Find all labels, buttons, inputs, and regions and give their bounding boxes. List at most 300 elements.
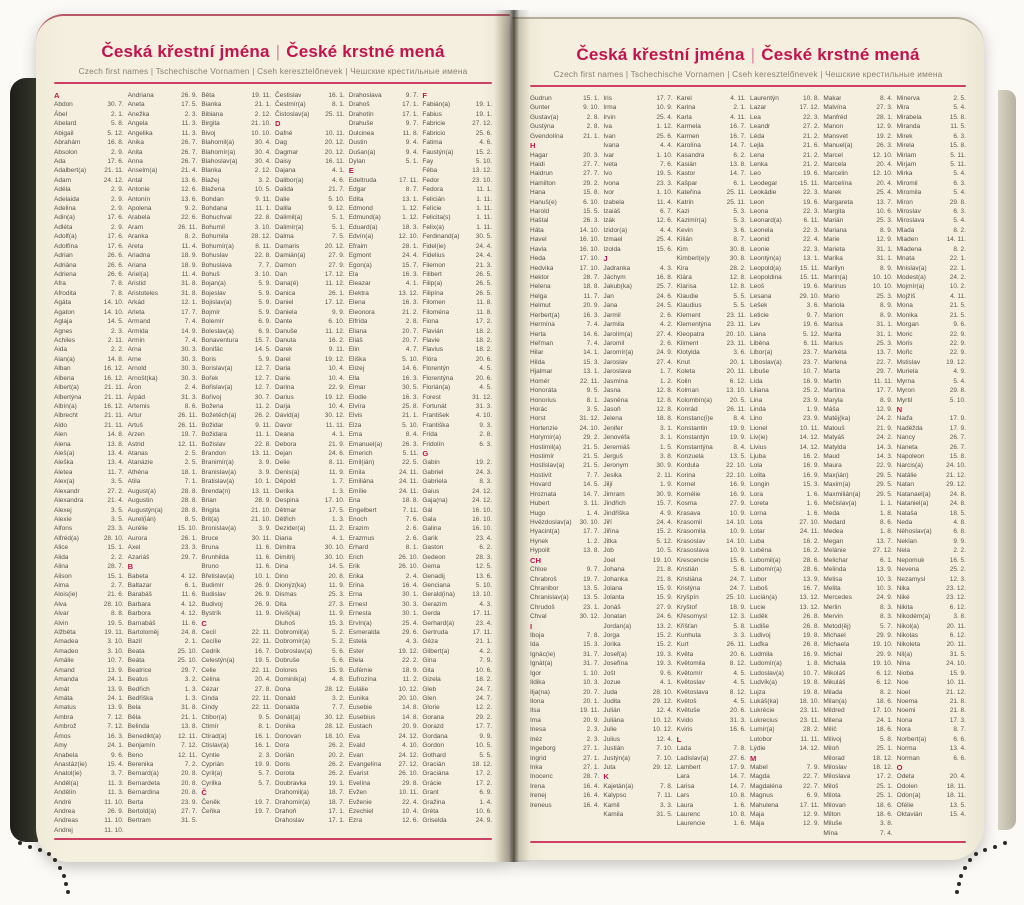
name-day-entry [530, 301, 599, 310]
name-day-date: 22. 9. [876, 462, 893, 470]
given-name: František [422, 412, 450, 420]
name-day-date: 8. 4. [405, 431, 419, 439]
name-day-entry [603, 688, 672, 697]
given-name: Nevena [896, 566, 920, 574]
given-name: Apolena [127, 205, 152, 213]
name-day-entry [54, 195, 124, 204]
name-day-date: 3. 9. [258, 525, 272, 533]
name-day-entry [677, 122, 746, 131]
given-name: Eva [348, 732, 360, 740]
name-day-entry [750, 490, 819, 499]
name-day-date: 15. 7. [402, 261, 419, 269]
name-day-entry [422, 393, 492, 402]
given-name: Eufémie [348, 666, 373, 674]
given-name: Bernardeta [127, 779, 160, 787]
name-day-date: 29. 12. [652, 763, 673, 771]
name-day-date: 26. 3. [583, 217, 600, 225]
name-day-date: 16. 3. [583, 311, 600, 319]
given-name: Antal [127, 176, 143, 184]
name-day-date: 7. 4. [184, 318, 198, 326]
name-day-entry [750, 301, 819, 310]
name-day-entry [54, 204, 124, 213]
name-day-entry [201, 345, 271, 354]
name-day-date: 24. 3. [475, 468, 493, 476]
given-name: Dušan(a) [348, 148, 376, 156]
given-name: Marián [823, 217, 844, 225]
name-day-date: 2. 6. [660, 311, 673, 319]
name-day-entry [823, 819, 892, 828]
given-name: Františka [422, 421, 450, 429]
name-day-entry [349, 279, 419, 288]
name-day-date: 3. 5. [111, 506, 124, 514]
name-day-date: 10. 12. [652, 726, 673, 734]
name-day-date: 16. 10. [579, 245, 600, 253]
name-day-date: 10. 12. [652, 716, 673, 724]
given-name: Kornélie [676, 490, 701, 498]
name-day-date: 27. 1. [583, 763, 600, 771]
given-name: Daniel [275, 299, 294, 307]
name-day-date: 5. 10. [402, 421, 419, 429]
name-day-entry [54, 581, 124, 590]
given-name: Bohuslav [201, 252, 229, 260]
name-day-date: 2. 3. [258, 751, 272, 759]
name-day-date: 21. 1. [181, 713, 198, 721]
name-day-entry [530, 801, 599, 810]
name-day-date: 28. 12. [251, 233, 272, 241]
given-name: Jarmil [603, 311, 621, 319]
name-day-date: 10. 3. [876, 575, 893, 583]
name-day-date: 20. 11. [946, 641, 966, 649]
given-name: Branimír(a) [201, 459, 234, 467]
name-day-entry [128, 383, 198, 392]
name-day-date: 7. 7. [586, 471, 600, 479]
name-day-date: 7. 12. [107, 713, 124, 721]
name-day-entry [530, 603, 599, 612]
name-day-date: 7. 6. [405, 515, 419, 523]
name-day-entry [677, 527, 746, 536]
name-day-entry [750, 198, 819, 207]
given-name: Božidara [201, 431, 227, 439]
name-day-entry [201, 261, 271, 270]
name-day-entry [275, 261, 345, 270]
name-day-date: 25. 1. [876, 782, 893, 790]
name-day-date: 22. 3. [803, 189, 820, 197]
name-day-date: 25. 7. [656, 283, 673, 291]
given-name: Honoráta [530, 387, 557, 395]
given-name: Děpold [275, 478, 296, 486]
given-name: Brandon [201, 450, 226, 458]
name-day-date: 5. 4. [953, 170, 966, 178]
name-day-date: 28. 2. [729, 264, 746, 272]
given-name: Lída [749, 377, 763, 385]
name-day-date: 17. 12. [324, 271, 345, 279]
name-day-date: 1. 9. [806, 405, 820, 413]
name-day-entry [201, 590, 271, 599]
name-day-date: 9. 2. [184, 205, 198, 213]
name-day-entry [750, 537, 819, 546]
stitch-dot [38, 848, 42, 852]
name-day-entry [677, 452, 746, 461]
name-day-date: 18. 1. [181, 468, 198, 476]
name-day-date: 11. 6. [255, 553, 272, 561]
name-day-date: 17. 10. [872, 707, 893, 715]
name-day-entry [422, 572, 492, 581]
name-day-entry [422, 308, 492, 317]
name-day-entry [422, 496, 492, 505]
name-day-entry [530, 735, 599, 744]
name-day-entry [201, 393, 271, 402]
name-day-entry [750, 179, 819, 188]
given-name: Hvězdoslav(a) [530, 518, 572, 526]
name-day-date: 7. 4. [879, 829, 893, 837]
given-name: Kimberl(e)y [676, 255, 710, 263]
name-day-entry [128, 543, 198, 552]
given-name: Eunika [348, 695, 369, 702]
name-day-date: 1. 3. [332, 487, 345, 495]
name-day-date: 15. 2. [656, 641, 673, 649]
given-name: Aranka [127, 233, 149, 241]
given-name: Josef(a) [603, 650, 627, 658]
given-name: Lubomír(a) [749, 566, 782, 574]
name-day-date: 1. 3. [332, 515, 345, 523]
name-day-entry [530, 103, 599, 112]
name-day-date: 20. 1. [583, 698, 600, 705]
name-day-entry [750, 141, 819, 150]
name-day-entry [823, 754, 892, 763]
given-name: Emiliána [348, 478, 374, 486]
name-day-entry [897, 245, 966, 254]
given-name: Aldo [54, 421, 68, 429]
name-day-date: 5. 12. [107, 129, 124, 137]
given-name: Hugo [530, 509, 546, 517]
given-name: Moris [896, 339, 913, 347]
given-name: Mořic [896, 349, 913, 357]
section-letter: M [749, 753, 757, 763]
name-day-date: 24. 12. [103, 176, 124, 184]
name-day-date: 26. 5. [475, 289, 493, 297]
name-day-date: 2. 2. [111, 346, 124, 354]
name-day-entry [54, 543, 124, 552]
name-day-entry [275, 232, 345, 241]
given-name: Matyáš [823, 434, 845, 442]
given-name: Martin [823, 377, 842, 385]
name-day-date: 27. 6. [729, 754, 746, 762]
name-day-entry [422, 581, 492, 590]
name-day-date: 1. 3. [184, 695, 198, 702]
name-day-entry [530, 424, 599, 433]
name-day-entry [54, 430, 124, 439]
name-day-entry [677, 650, 746, 659]
name-day-date: 15. 1. [107, 544, 124, 552]
name-day-date: 19. 7. [181, 431, 198, 439]
given-name: Jonáš [603, 603, 621, 611]
name-day-date: 28. 9. [254, 497, 272, 505]
name-day-entry [349, 779, 419, 788]
name-day-date: 5. 2. [332, 629, 345, 637]
name-day-date: 21. 10. [251, 506, 272, 514]
name-day-entry [530, 509, 599, 518]
given-name: Atanázie [127, 459, 153, 467]
name-day-date: 19. 3. [656, 660, 673, 668]
name-day-entry [897, 330, 966, 339]
given-name: Blahoslav(a) [201, 157, 238, 165]
name-day-date: 17. 12. [799, 104, 820, 112]
name-day-date: 10. 8. [729, 811, 746, 819]
name-day-entry [54, 656, 124, 665]
name-day-date: 30. 11. [251, 534, 272, 542]
name-day-date: 21. 8. [656, 566, 673, 574]
name-day-date: 21. 11. [104, 412, 124, 420]
name-day-date: 8. 3. [879, 613, 893, 621]
name-day-entry [275, 713, 345, 722]
name-day-entry [823, 782, 892, 791]
name-day-date: 11. 3. [181, 120, 198, 128]
given-name: Dafné [275, 129, 293, 137]
name-day-date: 10. 11. [325, 129, 345, 137]
given-name: Cyprián [201, 760, 224, 768]
given-name: Margita [823, 208, 845, 216]
given-name: Laurenc [676, 811, 701, 819]
name-day-date: 19. 6. [803, 198, 820, 206]
given-name: Chval [530, 613, 547, 621]
name-day-entry [128, 119, 198, 128]
name-day-entry [128, 411, 198, 420]
name-day-entry [54, 364, 124, 373]
name-day-entry [750, 443, 819, 452]
name-day-date: 10. 2. [949, 283, 966, 291]
given-name: Chrudoš [530, 603, 555, 611]
name-day-date: 29. 8. [402, 779, 419, 787]
name-day-entry [275, 355, 345, 364]
name-day-entry [275, 176, 345, 185]
name-day-entry [750, 264, 819, 273]
name-day-date: 8. 11. [328, 459, 345, 467]
name-day-date: 23. 3. [656, 179, 673, 187]
given-name: Melinda [823, 566, 847, 574]
given-name: Angela [127, 120, 148, 128]
name-day-entry [201, 506, 271, 515]
name-day-date: 2. 7. [111, 581, 124, 589]
name-day-entry [349, 496, 419, 505]
name-day-date: 15. 10. [177, 525, 198, 533]
given-name: Jadranka [603, 264, 631, 272]
given-name: Kristýna [676, 584, 701, 592]
given-name: Brigita [201, 506, 220, 514]
given-name: Fridolín [422, 440, 445, 448]
name-day-entry [349, 807, 419, 816]
given-name: Natanael(a) [896, 490, 931, 498]
given-name: Gorana [422, 713, 445, 721]
name-day-date: 30. 3. [402, 600, 419, 608]
name-day-date: 26. 8. [803, 641, 820, 649]
name-day-date: 7. 4. [586, 339, 600, 347]
name-day-date: 25. 10. [177, 647, 198, 655]
name-day-entry [54, 496, 124, 505]
name-day-date: 4. 3. [405, 638, 419, 646]
name-day-entry [823, 631, 892, 640]
given-name: Emílie [348, 487, 367, 495]
names-column [201, 91, 271, 836]
given-name: Melita [823, 584, 841, 592]
name-day-date: 9. 11. [328, 346, 345, 354]
given-name: Něhoslav(a) [896, 528, 932, 536]
name-day-date: 8. 5. [184, 515, 198, 523]
name-day-entry [128, 515, 198, 524]
name-day-date: 12. 9. [876, 405, 893, 413]
given-name: Mansvet [823, 132, 848, 140]
name-day-entry [750, 386, 819, 395]
name-day-entry [422, 421, 492, 430]
stitch-dot [64, 882, 68, 886]
given-name: Ernesta [348, 610, 372, 618]
name-day-date: 17. 10. [579, 255, 600, 263]
name-day-entry [201, 760, 271, 769]
given-name: Dalila [275, 205, 292, 213]
name-day-date: 3. 10. [107, 647, 124, 655]
given-name: Jasmína [603, 377, 628, 385]
name-day-date: 3. 2. [258, 176, 272, 184]
name-day-date: 12. 11. [177, 751, 198, 759]
name-day-date: 17. 6. [107, 157, 124, 165]
given-name: Gema [422, 563, 441, 571]
given-name: Dětmar [275, 506, 297, 514]
given-name: Lešek [749, 302, 768, 310]
name-day-entry [750, 565, 819, 574]
given-name: Juta [603, 763, 616, 771]
name-day-date: 19. 12. [324, 355, 345, 363]
given-name: Lujza [749, 688, 766, 696]
name-day-date: 21. 2. [803, 132, 820, 140]
name-day-date: 4. 5. [479, 384, 493, 392]
name-day-date: 31. 5. [181, 817, 198, 825]
name-day-entry [530, 433, 599, 442]
name-day-entry [677, 132, 746, 141]
name-day-date: 17. 2. [475, 318, 493, 326]
given-name: Heda [530, 255, 546, 263]
name-day-entry [422, 788, 492, 797]
given-name: Mnata [896, 255, 915, 263]
name-day-entry [128, 741, 198, 750]
given-name: Felicita(s) [422, 214, 451, 222]
name-day-date: 9. 4. [405, 148, 419, 156]
name-day-entry [422, 279, 492, 288]
name-day-entry [275, 703, 345, 712]
given-name: Lorna [749, 509, 767, 517]
name-day-date: 13. 2. [656, 622, 673, 630]
given-name: Kvido [676, 716, 693, 724]
name-day-entry [823, 584, 892, 593]
name-day-date: 6. 1. [879, 556, 893, 564]
name-day-entry [275, 515, 345, 524]
name-day-date: 2. 1. [111, 110, 124, 118]
given-name: Mikuláš [823, 679, 846, 687]
name-day-entry [823, 706, 892, 715]
given-name: Job [603, 547, 614, 555]
name-day-date: 1. 6. [806, 490, 820, 498]
name-day-date: 24. 2. [949, 274, 966, 282]
name-day-date: 2. 5. [953, 95, 966, 102]
given-name: Ambra [54, 713, 74, 721]
name-day-entry [897, 678, 966, 687]
name-day-date: 17. 3. [949, 716, 966, 724]
name-day-entry [603, 160, 672, 169]
name-day-date: 22. 5. [402, 459, 419, 467]
given-name: Danica [275, 289, 296, 297]
name-day-date: 23. 11. [799, 716, 820, 724]
name-day-date: 1. 8. [879, 528, 893, 536]
name-day-date: 29. 9. [876, 632, 893, 640]
given-name: Arleta [127, 308, 145, 316]
name-day-date: 13. 11. [251, 487, 272, 495]
given-name: Juda [603, 688, 618, 696]
given-name: Matěj(ka) [823, 415, 851, 423]
name-day-date: 13. 6. [181, 195, 198, 203]
given-name: Irvin [603, 113, 616, 121]
name-day-entry [603, 622, 672, 631]
name-day-entry [750, 226, 819, 235]
name-day-date: 20. 9. [583, 716, 600, 724]
name-day-entry [530, 480, 599, 489]
name-day-entry [201, 496, 271, 505]
name-day-date: 4. 4. [660, 226, 673, 234]
name-day-entry [823, 716, 892, 725]
name-day-entry [897, 688, 966, 697]
name-day-entry [349, 336, 419, 345]
given-name: Dionýz(ka) [275, 581, 307, 589]
given-name: Karmela [676, 123, 701, 131]
name-day-date: 27. 9. [656, 603, 673, 611]
given-name: Lumír(a) [749, 726, 775, 734]
given-name: Bruno [201, 563, 219, 571]
given-name: Karolína [676, 142, 701, 150]
name-day-entry [54, 647, 124, 656]
given-name: Ludiše [749, 622, 770, 630]
name-day-date: 14. 10. [579, 226, 600, 234]
given-name: Haidi [530, 160, 545, 168]
name-day-entry [823, 725, 892, 734]
given-name: Kristián [676, 566, 699, 574]
name-day-date: 19. 12. [398, 647, 419, 655]
given-name: Knut [676, 358, 691, 366]
given-name: Lazar [749, 104, 767, 112]
name-day-date: 20. 6. [729, 650, 746, 658]
name-day-date: 26. 2. [254, 412, 272, 420]
name-day-date: 5. 10. [475, 157, 493, 165]
given-name: Fatima [422, 139, 443, 147]
stitch-dot [53, 858, 57, 862]
given-name: Katrin [676, 198, 694, 206]
name-day-entry [603, 282, 672, 291]
name-day-date: 23. 12. [946, 584, 966, 592]
name-day-entry [54, 317, 124, 326]
given-name: Homér [530, 377, 550, 385]
name-day-date: 15. 8. [949, 142, 966, 150]
name-day-entry [128, 468, 198, 477]
name-day-entry [897, 132, 966, 141]
given-name: Enoch [348, 515, 368, 523]
name-day-entry [275, 788, 345, 797]
name-day-entry [750, 216, 819, 225]
given-name: Dalma [275, 233, 294, 241]
name-day-date: 16. 8. [656, 274, 673, 282]
name-day-date: 2. 3. [586, 726, 600, 734]
given-name: Ariana [127, 261, 147, 269]
given-name: Ilja(na) [530, 688, 550, 696]
stitch-dot [18, 841, 22, 845]
name-day-date: 2. 11. [656, 471, 673, 479]
given-name: Felície [422, 205, 442, 213]
name-day-entry [897, 659, 966, 668]
